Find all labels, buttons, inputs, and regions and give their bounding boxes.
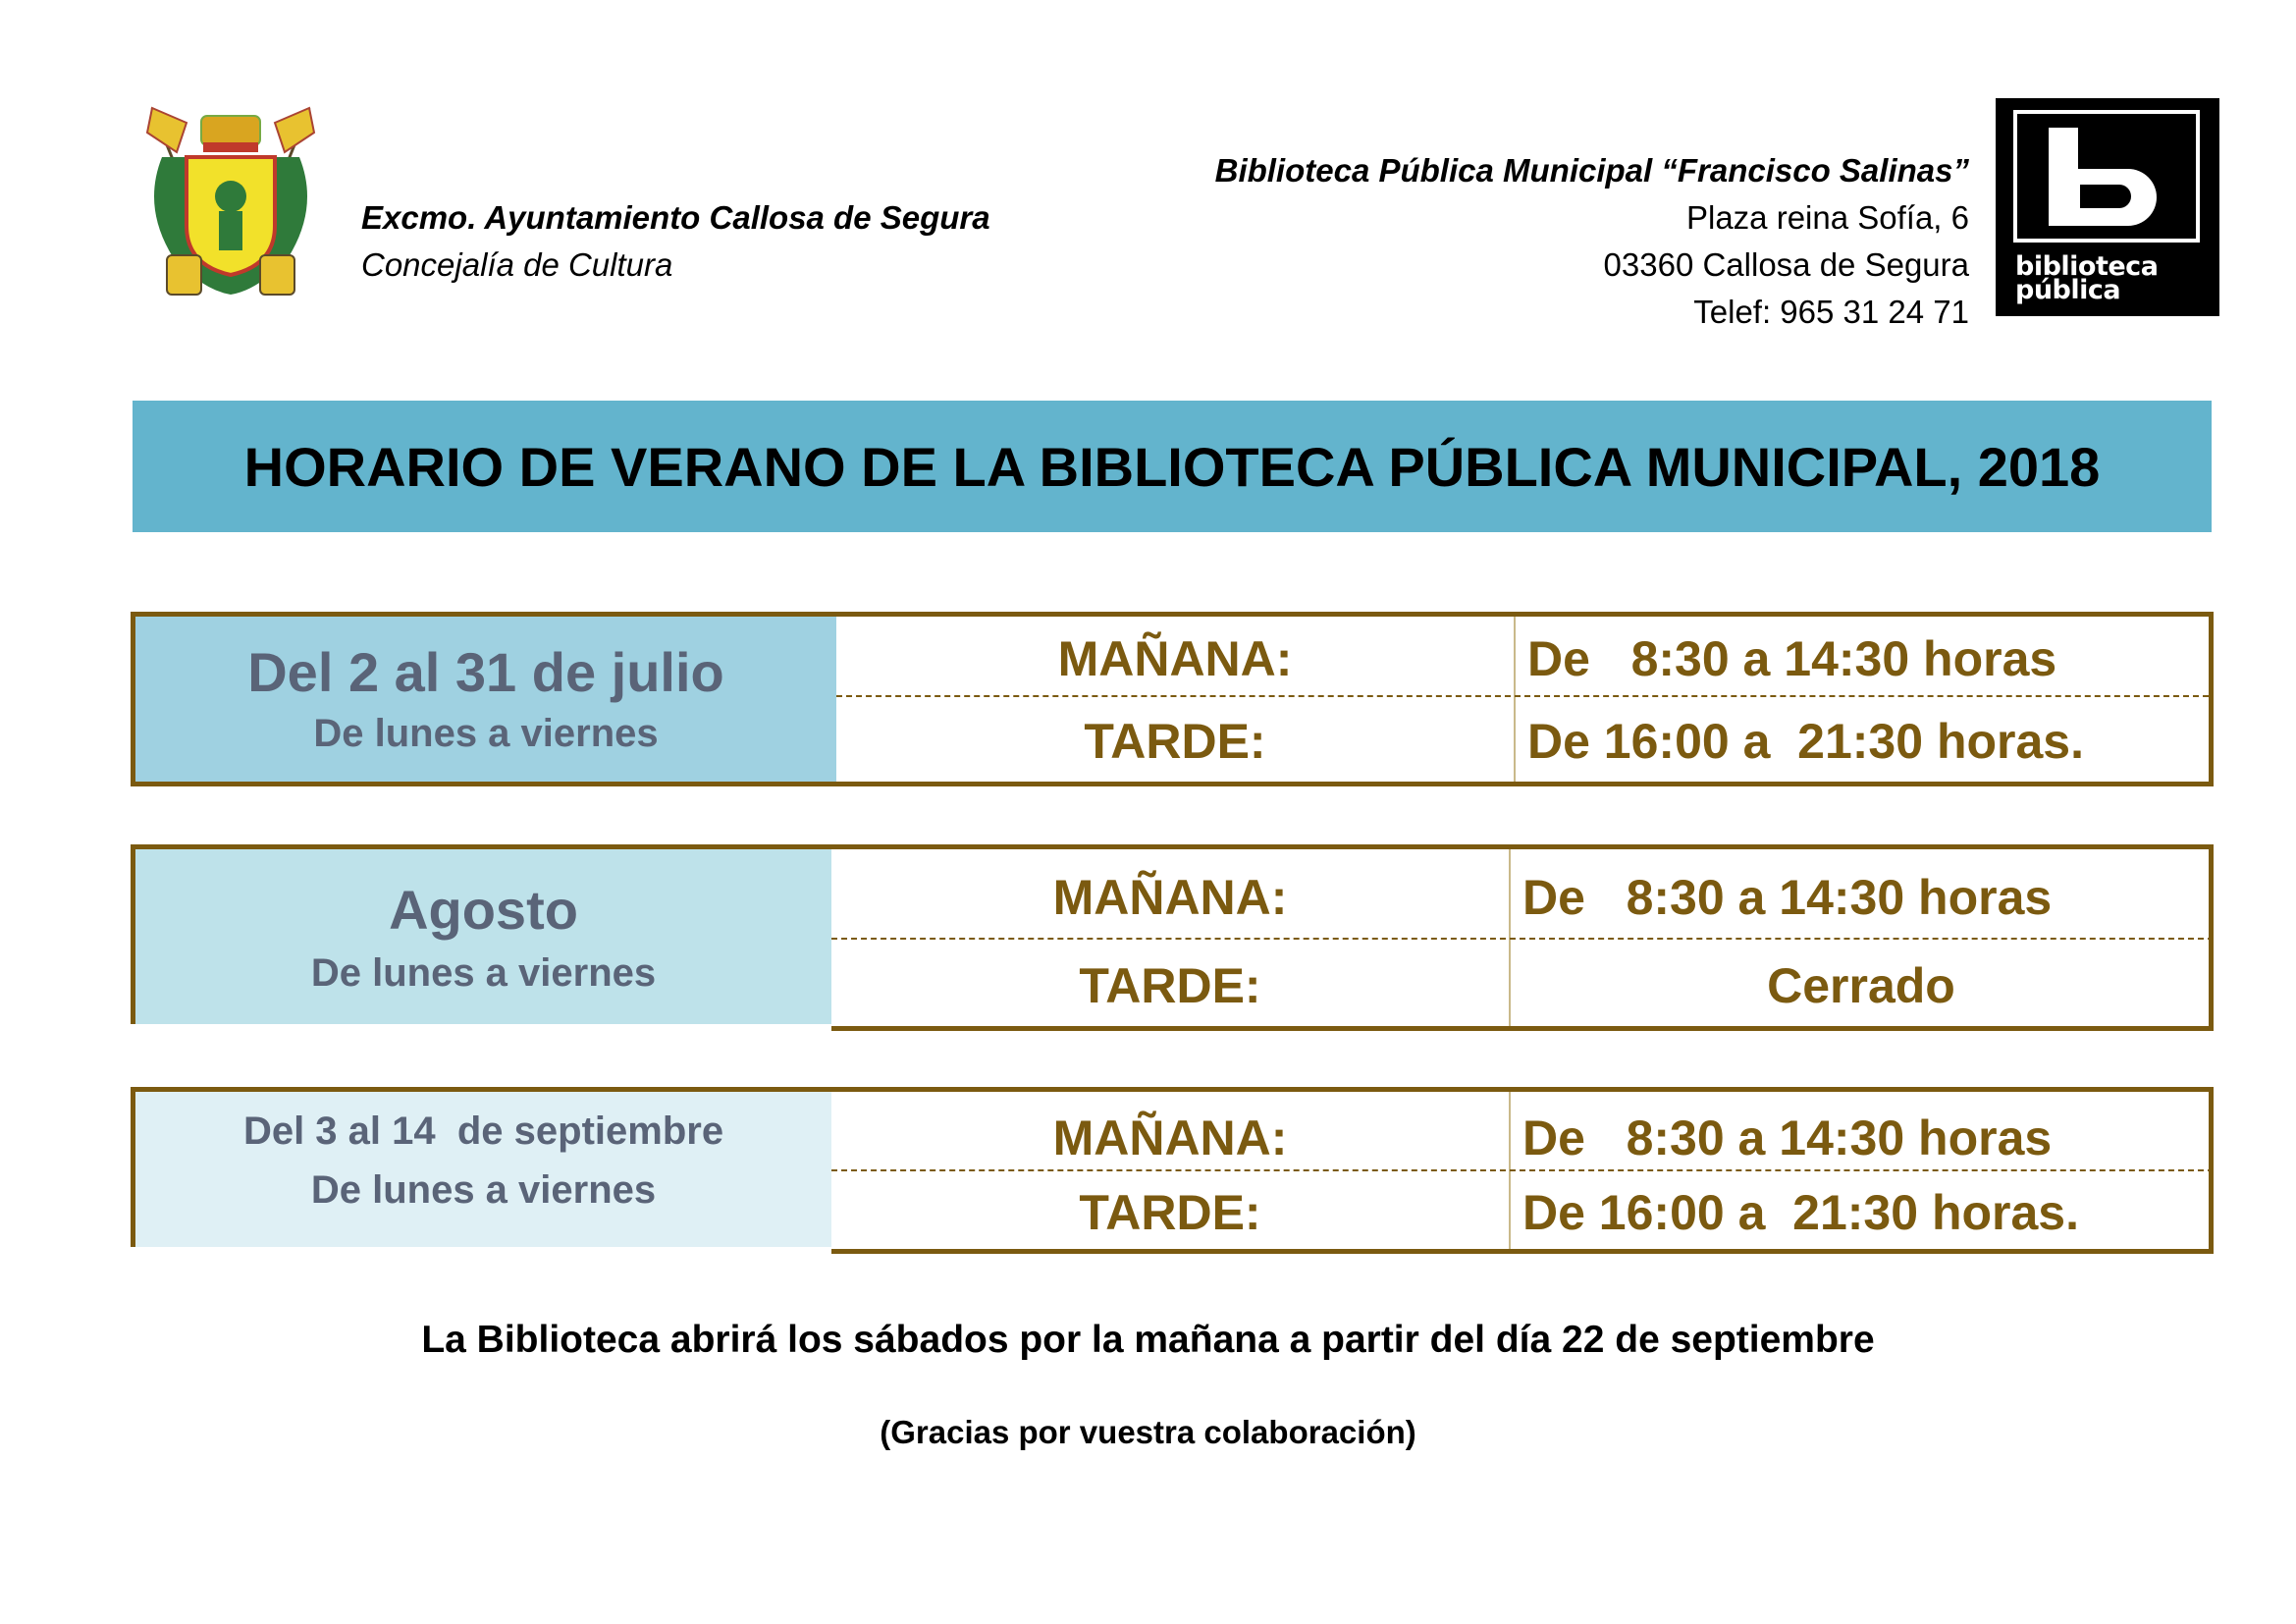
- logo-text-1: biblioteca: [2015, 251, 2159, 282]
- times-cell: [836, 617, 2209, 782]
- logo-text-2: pública: [2015, 275, 2121, 305]
- afternoon-label: TARDE:: [1079, 958, 1261, 1013]
- schedule-block-september: [131, 1087, 2214, 1254]
- block-bottom-border: [831, 1026, 2214, 1031]
- period-label: Del 2 al 31 de julio: [247, 641, 724, 703]
- saturday-notice: La Biblioteca abrirá los sábados por la mañana a partir del día 22 de septiembre: [421, 1319, 1875, 1361]
- logo-text: [2015, 251, 2159, 305]
- period-days: De lunes a viernes: [310, 1168, 657, 1212]
- schedule-block-july: [131, 612, 2214, 786]
- afternoon-value: Cerrado: [1767, 958, 1955, 1013]
- header-left: [361, 194, 990, 289]
- period-cell: [135, 1092, 831, 1247]
- library-city: 03360 Callosa de Segura: [1603, 246, 1969, 283]
- org-name: Excmo. Ayuntamiento Callosa de Segura: [361, 199, 990, 236]
- afternoon-label: TARDE:: [1079, 1185, 1261, 1240]
- times-cell: [831, 849, 2214, 1026]
- afternoon-value: De 16:00 a 21:30 horas.: [1522, 1185, 2079, 1240]
- times-cell: [831, 1092, 2214, 1249]
- page-title: HORARIO DE VERANO DE LA BIBLIOTECA PÚBLICA MUNICIPAL, 2018: [133, 401, 2212, 532]
- period-days: De lunes a viernes: [313, 712, 659, 755]
- library-name: Biblioteca Pública Municipal “Francisco Salinas”: [1214, 152, 1969, 189]
- logo-b-hole: [2080, 185, 2131, 208]
- period-cell: [135, 849, 831, 1024]
- morning-label: MAÑANA:: [1052, 870, 1288, 925]
- coat-of-arms-icon: [133, 98, 329, 309]
- morning-label: MAÑANA:: [1052, 1110, 1288, 1165]
- library-logo: [1996, 98, 2219, 316]
- afternoon-label: TARDE:: [1084, 714, 1266, 769]
- morning-value: De 8:30 a 14:30 horas: [1522, 870, 2053, 925]
- library-phone: Telef: 965 31 24 71: [1693, 294, 1969, 330]
- period-cell: [135, 617, 836, 782]
- period-days: De lunes a viernes: [310, 951, 657, 995]
- block-bottom-border: [831, 1249, 2214, 1254]
- afternoon-value: De 16:00 a 21:30 horas.: [1527, 714, 2084, 769]
- header-right: [1215, 147, 1969, 336]
- thanks-note: (Gracias por vuestra colaboración): [880, 1414, 1416, 1450]
- library-address: Plaza reina Sofía, 6: [1685, 199, 1969, 236]
- schedule-block-august: [131, 844, 2214, 1031]
- period-label: Agosto: [389, 879, 578, 941]
- department: Concejalía de Cultura: [361, 246, 673, 283]
- period-label: Del 3 al 14 de septiembre: [242, 1110, 724, 1153]
- morning-value: De 8:30 a 14:30 horas: [1522, 1110, 2053, 1165]
- morning-value: De 8:30 a 14:30 horas: [1527, 631, 2057, 686]
- morning-label: MAÑANA:: [1057, 631, 1293, 686]
